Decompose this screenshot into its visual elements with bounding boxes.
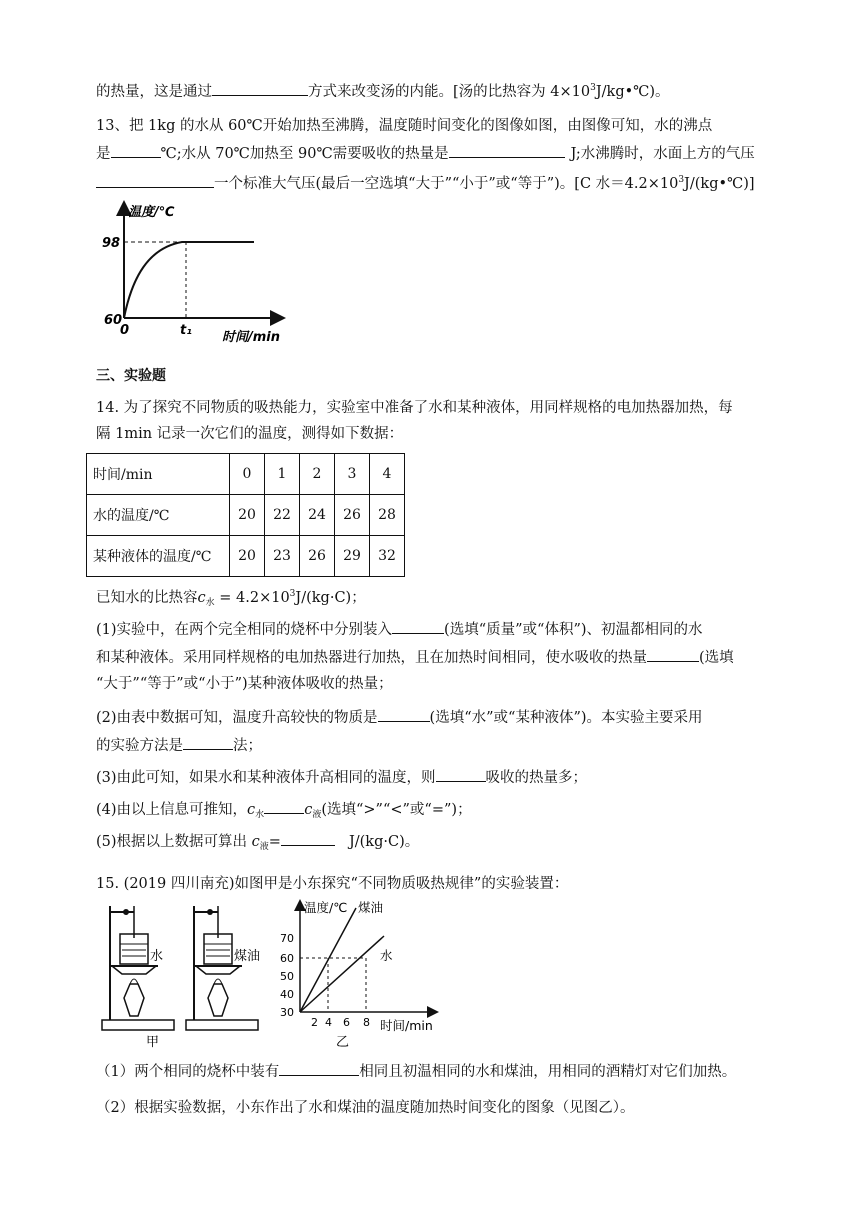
q14-part4: (4)由以上信息可推知，$c_水$ $c_液$(选填“>”“<”或“=”)； xyxy=(96,798,472,825)
graph-y-top: 98 xyxy=(102,236,121,251)
q13-line-3: 一个标准大气压(最后一空选填“大于”“小于”或“等于”)。[C 水$=4.2\times 10^3J/(kg•℃)$] xyxy=(96,170,755,194)
q14-part5: (5)根据以上数据可算出 $c_液= J/(kg\cdot C)$。 xyxy=(96,830,419,857)
water-label: 水 xyxy=(150,949,164,964)
temperature-table xyxy=(86,453,405,577)
graph-xlabel: 时间/min xyxy=(380,1018,433,1033)
x-tick-label: 4 xyxy=(325,1016,332,1029)
x-tick-label: 6 xyxy=(343,1016,350,1029)
answer-blank[interactable] xyxy=(183,734,233,750)
table-row: 水的温度/℃ 20 22 24 26 28 xyxy=(87,495,405,536)
y-tick-label: 30 xyxy=(280,1006,294,1019)
x-tick-label: 2 xyxy=(311,1016,318,1029)
q14-given: 已知水的比热容$c_水 = 4.2\times 10^3J/(kg\cdot C)$； xyxy=(96,589,366,608)
y-tick-label: 60 xyxy=(280,952,294,965)
y-tick-label: 70 xyxy=(280,932,294,945)
q14-part3: (3)由此可知，如果水和某种液体升高相同的温度，则 吸收的热量多； xyxy=(96,766,587,788)
water-apparatus xyxy=(102,906,174,1030)
answer-blank[interactable] xyxy=(281,830,335,846)
answer-blank[interactable] xyxy=(96,172,214,188)
kerosene-label: 煤油 xyxy=(234,949,261,964)
y-tick-labels xyxy=(280,932,294,1019)
q14-part2-line2: 的实验方法是 法； xyxy=(96,734,262,756)
q14-line-2: 隔 1min 记录一次它们的温度，测得如下数据： xyxy=(96,426,404,442)
q15-part1: （1）两个相同的烧杯中装有 相同且初温相同的水和煤油，用相同的酒精灯对它们加热。 xyxy=(96,1060,736,1082)
x-tick-label: 8 xyxy=(363,1016,370,1029)
apparatus-figure xyxy=(100,898,272,1050)
q14-part1-line1: (1)实验中，在两个完全相同的烧杯中分别装入 (选填“质量”或“体积”)、初温都相同的水 xyxy=(96,618,703,640)
series-label-water: 水 xyxy=(380,948,393,963)
y-tick-label: 40 xyxy=(280,988,294,1001)
boiling-graph xyxy=(96,198,296,350)
answer-blank[interactable] xyxy=(111,142,161,158)
answer-blank[interactable] xyxy=(264,798,304,814)
series-label-kerosene: 煤油 xyxy=(358,900,384,915)
q14-part2-line1: (2)由表中数据可知，温度升高较快的物质是 (选填“水”或“某种液体”)。本实验主要采用 xyxy=(96,706,703,728)
answer-blank[interactable] xyxy=(449,142,565,158)
kerosene-apparatus xyxy=(186,906,260,1030)
section-title: 三、实验题 xyxy=(96,368,166,384)
table-row: 某种液体的温度/℃ 20 23 26 29 32 xyxy=(87,536,405,577)
graph-t1: t₁ xyxy=(180,323,192,338)
graph-origin: 0 xyxy=(120,323,130,338)
figure-label-jia: 甲 xyxy=(146,1035,160,1050)
graph-xlabel: 时间/min xyxy=(222,330,281,345)
x-tick-labels xyxy=(311,1016,370,1029)
answer-blank[interactable] xyxy=(647,646,699,662)
heating-graph xyxy=(276,898,444,1050)
answer-blank[interactable] xyxy=(392,618,444,634)
q12-tail-line: 的热量，这是通过 方式来改变汤的内能。[汤的比热容为 $4\times 10^3J/kg•℃$)。 xyxy=(96,78,670,102)
answer-blank[interactable] xyxy=(378,706,430,722)
water-line xyxy=(300,936,384,1012)
table-row: 时间/min 0 1 2 3 4 xyxy=(87,454,405,495)
q14-line-1: 14. 为了探究不同物质的吸热能力，实验室中准备了水和某种液体，用同样规格的电加热器加热，每 xyxy=(96,400,733,416)
q15-part2: （2）根据实验数据，小东作出了水和煤油的温度随加热时间变化的图象（见图乙）。 xyxy=(96,1100,635,1116)
q13-line-2: 是 ℃;水从 70℃加热至 90℃需要吸收的热量是 J;水沸腾时，水面上方的气压 xyxy=(96,142,755,164)
graph-ylabel: 温度/℃ xyxy=(304,900,348,915)
q14-part1-line2: 和某种液体。采用同样规格的电加热器进行加热，且在加热时间相同，使水吸收的热量 (选填 xyxy=(96,646,734,668)
answer-blank[interactable] xyxy=(279,1060,359,1076)
graph-y-bottom: 60 xyxy=(104,313,123,328)
temperature-curve xyxy=(124,242,254,318)
q15-line-1: 15. (2019 四川南充)如图甲是小东探究“不同物质吸热规律”的实验装置： xyxy=(96,876,569,892)
answer-blank[interactable] xyxy=(212,80,308,96)
y-tick-label: 50 xyxy=(280,970,294,983)
graph-ylabel: 温度/℃ xyxy=(128,205,175,220)
figure-label-yi: 乙 xyxy=(336,1035,350,1050)
answer-blank[interactable] xyxy=(436,766,486,782)
q14-part1-line3: “大于”“等于”或“小于”)某种液体吸收的热量； xyxy=(96,676,393,692)
q13-line-1: 13、把 1kg 的水从 60℃开始加热至沸腾，温度随时间变化的图像如图，由图像可知，水的沸点 xyxy=(96,118,713,134)
